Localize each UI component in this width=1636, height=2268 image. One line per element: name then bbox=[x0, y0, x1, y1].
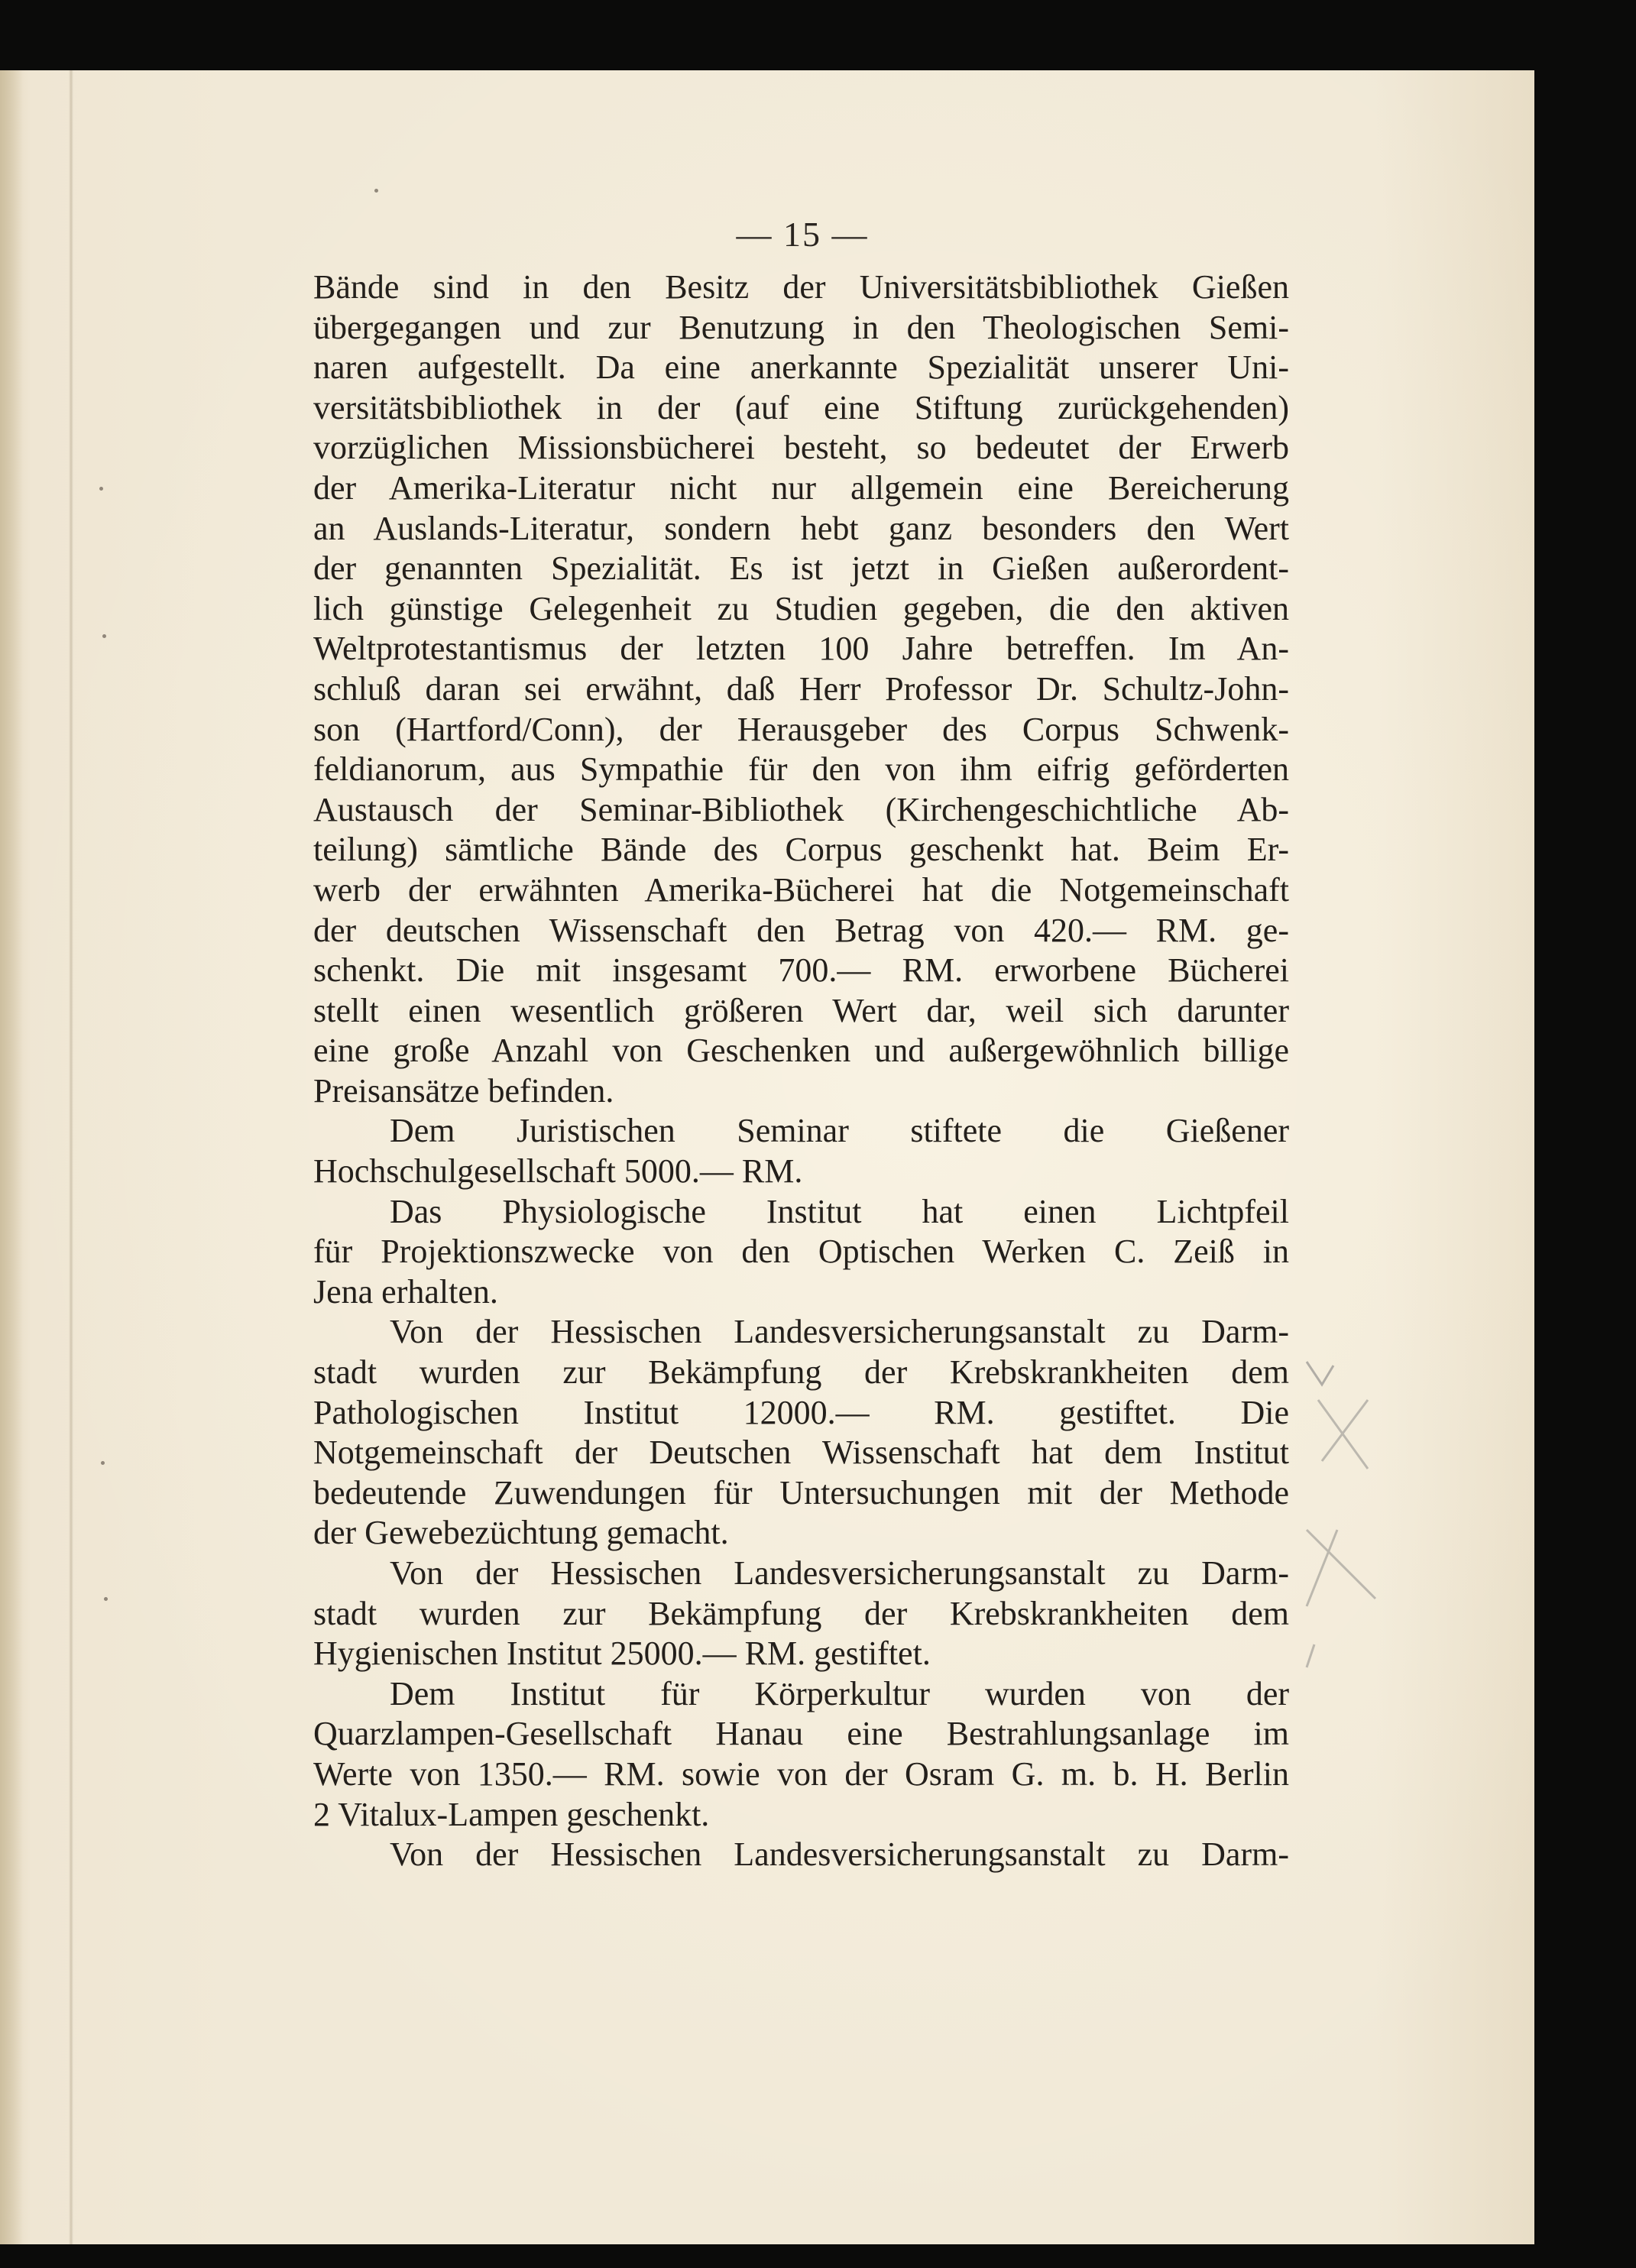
text-line: Quarzlampen-Gesellschaft Hanau eine Bestrahlungsanlage im bbox=[313, 1715, 1289, 1753]
text-line: Bände sind in den Besitz der Universitätsbibliothek Gießen bbox=[313, 268, 1289, 306]
text-line: 2 Vitalux-Lampen geschenkt. bbox=[313, 1795, 710, 1833]
text-line: Jena erhalten. bbox=[313, 1272, 498, 1311]
text-line: der Gewebezüchtung gemacht. bbox=[313, 1514, 729, 1552]
ink-speck bbox=[101, 1461, 105, 1465]
text-line: stadt wurden zur Bekämpfung der Krebskrankheiten dem bbox=[313, 1594, 1289, 1632]
text-line: Hygienischen Institut 25000.— RM. gestiftet. bbox=[313, 1635, 931, 1673]
text-line: Das Physiologische Institut hat einen Lichtpfeil bbox=[390, 1192, 1289, 1230]
page-left-edge-shadow bbox=[0, 70, 23, 2244]
paragraph bbox=[313, 1554, 1289, 1674]
text-line: Austausch der Seminar-Bibliothek (Kirchengeschichtliche Ab- bbox=[313, 790, 1289, 828]
text-line: der genannten Spezialität. Es ist jetzt in Gießen außerordent- bbox=[313, 549, 1289, 588]
paragraph bbox=[313, 1674, 1289, 1835]
ink-speck bbox=[102, 634, 106, 638]
text-line: Werte von 1350.— RM. sowie von der Osram G. m. b. H. Berlin bbox=[313, 1754, 1289, 1793]
text-line: schluß daran sei erwähnt, daß Herr Professor Dr. Schultz-John- bbox=[313, 669, 1289, 708]
paragraph bbox=[313, 1835, 1289, 1875]
text-line: Notgemeinschaft der Deutschen Wissenschaft hat dem Institut bbox=[313, 1434, 1289, 1472]
paragraph bbox=[313, 267, 1289, 1111]
text-line: Weltprotestantismus der letzten 100 Jahre betreffen. Im An- bbox=[313, 630, 1289, 668]
text-line: bedeutende Zuwendungen für Untersuchungen mit der Methode bbox=[313, 1473, 1289, 1511]
ink-speck bbox=[104, 1597, 108, 1601]
text-line: teilung) sämtliche Bände des Corpus geschenkt hat. Beim Er- bbox=[313, 831, 1289, 869]
text-line: Preisansätze befinden. bbox=[313, 1071, 614, 1110]
ink-speck bbox=[99, 487, 103, 491]
text-line: Pathologischen Institut 12000.— RM. gestiftet. Die bbox=[313, 1393, 1289, 1431]
text-line: der Amerika-Literatur nicht nur allgemein eine Bereicherung bbox=[313, 468, 1289, 507]
text-line: werb der erwähnten Amerika-Bücherei hat die Notgemeinschaft bbox=[313, 870, 1289, 909]
text-line: übergegangen und zur Benutzung in den Theologischen Semi- bbox=[313, 308, 1289, 346]
text-line: für Projektionszwecke von den Optischen Werken C. Zeiß in bbox=[313, 1233, 1289, 1271]
text-line: vorzüglichen Missionsbücherei besteht, so bedeutet der Erwerb bbox=[313, 429, 1289, 467]
paragraph bbox=[313, 1192, 1289, 1313]
text-line: Von der Hessischen Landesversicherungsanstalt zu Darm- bbox=[390, 1554, 1289, 1592]
text-line: versitätsbibliothek in der (auf eine Stiftung zurückgehenden) bbox=[313, 388, 1289, 426]
body-text bbox=[313, 267, 1289, 1875]
ink-speck bbox=[374, 189, 378, 193]
text-line: Hochschulgesellschaft 5000.— RM. bbox=[313, 1152, 803, 1191]
text-line: stadt wurden zur Bekämpfung der Krebskrankheiten dem bbox=[313, 1353, 1289, 1392]
text-line: lich günstige Gelegenheit zu Studien gegeben, die den aktiven bbox=[313, 589, 1289, 627]
text-line: schenkt. Die mit insgesamt 700.— RM. erworbene Bücherei bbox=[313, 951, 1289, 990]
book-page bbox=[0, 70, 1534, 2244]
text-line: son (Hartford/Conn), der Herausgeber des Corpus Schwenk- bbox=[313, 710, 1289, 748]
paragraph bbox=[313, 1312, 1289, 1554]
text-line: naren aufgestellt. Da eine anerkannte Spezialität unserer Uni- bbox=[313, 348, 1289, 387]
text-line: der deutschen Wissenschaft den Betrag von 420.— RM. ge- bbox=[313, 911, 1289, 949]
text-line: Von der Hessischen Landesversicherungsanstalt zu Darm- bbox=[390, 1313, 1289, 1351]
paragraph bbox=[313, 1111, 1289, 1191]
text-line: Dem Institut für Körperkultur wurden von der bbox=[390, 1674, 1289, 1712]
text-line: Von der Hessischen Landesversicherungsanstalt zu Darm- bbox=[390, 1835, 1289, 1874]
text-line: stellt einen wesentlich größeren Wert dar, weil sich darunter bbox=[313, 991, 1289, 1029]
page-fold-line bbox=[69, 70, 73, 2244]
pencil-mark-icon bbox=[1291, 1354, 1383, 1675]
text-line: feldianorum, aus Sympathie für den von ihm eifrig geförderten bbox=[313, 750, 1289, 789]
text-line: an Auslands-Literatur, sondern hebt ganz besonders den Wert bbox=[313, 509, 1289, 547]
page-number: — 15 — bbox=[736, 215, 869, 254]
text-line: eine große Anzahl von Geschenken und außergewöhnlich billige bbox=[313, 1032, 1289, 1070]
text-line: Dem Juristischen Seminar stiftete die Gießener bbox=[390, 1112, 1289, 1150]
